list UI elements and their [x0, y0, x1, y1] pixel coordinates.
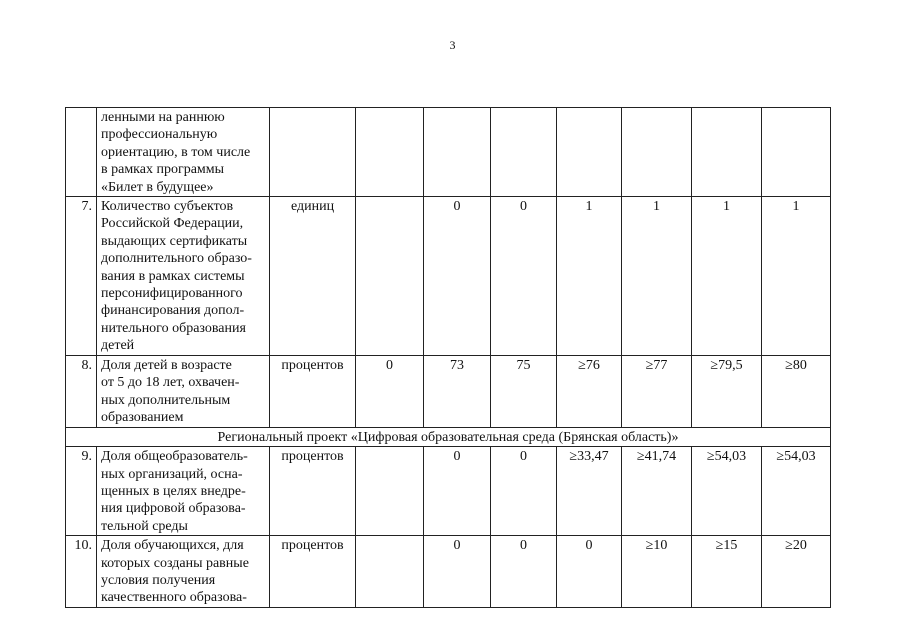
indicator-name-line: Доля общеобразователь-	[101, 449, 248, 465]
indicator-name-line: нительного образования	[101, 320, 246, 336]
value-cell: ≥20	[762, 536, 831, 608]
value-cell: ≥76	[557, 355, 622, 427]
value-cell: ≥15	[692, 536, 762, 608]
indicator-name-line: которых созданы равные	[101, 555, 249, 571]
row-number-cell: 7.	[66, 197, 97, 356]
indicator-name-cell	[97, 536, 270, 608]
indicator-name-line: персонифицированного	[101, 286, 243, 302]
value-cell: 0	[424, 197, 491, 356]
indicator-name-cell	[97, 447, 270, 536]
indicator-name-line: щенных в целях внедре-	[101, 483, 246, 499]
value-cell: 73	[424, 355, 491, 427]
value-cell	[491, 108, 557, 197]
unit-cell: единиц	[270, 197, 356, 356]
indicator-name-line: качественного образова-	[101, 590, 247, 606]
indicator-name-cell	[97, 355, 270, 427]
indicator-name-line: условия получения	[101, 572, 216, 588]
value-cell: ≥77	[622, 355, 692, 427]
value-cell: ≥54,03	[692, 447, 762, 536]
value-cell: 1	[692, 197, 762, 356]
row-number-cell: 10.	[66, 536, 97, 608]
indicator-name-line: Доля обучающихся, для	[101, 538, 244, 554]
value-cell: ≥41,74	[622, 447, 692, 536]
value-cell: ≥54,03	[762, 447, 831, 536]
value-cell: ≥33,47	[557, 447, 622, 536]
value-cell: 0	[356, 355, 424, 427]
page-number: 3	[449, 38, 456, 52]
value-cell: 75	[491, 355, 557, 427]
value-cell	[356, 536, 424, 608]
indicator-name-cell	[97, 197, 270, 356]
indicator-name-line: дополнительного образо-	[101, 251, 252, 267]
indicator-name-line: выдающих сертификаты	[101, 233, 248, 249]
indicator-name-cell	[97, 108, 270, 197]
value-cell	[762, 108, 831, 197]
indicator-name-line: в рамках программы	[101, 162, 225, 178]
indicator-name-line: профессиональную	[101, 127, 218, 143]
indicator-name-line: ных организаций, осна-	[101, 466, 243, 482]
indicator-name-line: ориентацию, в том числе	[101, 144, 251, 160]
value-cell: 0	[491, 536, 557, 608]
indicator-name-line: финансирования допол-	[101, 303, 245, 319]
indicator-name-line: от 5 до 18 лет, охвачен-	[101, 375, 240, 391]
indicator-name-line: «Билет в будущее»	[101, 179, 214, 195]
value-cell	[356, 108, 424, 197]
table-row	[66, 355, 831, 427]
value-cell: 0	[424, 447, 491, 536]
table-row	[66, 197, 831, 356]
indicator-name-line: ленными на раннюю	[101, 110, 225, 125]
row-number-cell: 9.	[66, 447, 97, 536]
value-cell	[622, 108, 692, 197]
value-cell: 0	[491, 447, 557, 536]
value-cell	[356, 197, 424, 356]
table-row	[66, 447, 831, 536]
table-row	[66, 108, 831, 197]
table-row	[66, 536, 831, 608]
unit-cell: процентов	[270, 355, 356, 427]
value-cell: 0	[424, 536, 491, 608]
value-cell	[356, 447, 424, 536]
value-cell	[557, 108, 622, 197]
value-cell: 1	[622, 197, 692, 356]
unit-cell: процентов	[270, 536, 356, 608]
row-number-cell: 8.	[66, 355, 97, 427]
indicator-name-line: образованием	[101, 409, 184, 425]
row-number-cell	[66, 108, 97, 197]
indicators-table	[65, 107, 831, 608]
section-header-row	[66, 427, 831, 446]
indicator-name-line: тельной среды	[101, 518, 188, 534]
value-cell: ≥80	[762, 355, 831, 427]
indicator-name-line: ных дополнительным	[101, 392, 231, 408]
unit-cell: процентов	[270, 447, 356, 536]
unit-cell	[270, 108, 356, 197]
value-cell: 0	[557, 536, 622, 608]
value-cell: 1	[557, 197, 622, 356]
value-cell: 1	[762, 197, 831, 356]
indicator-name-line: Доля детей в возрасте	[101, 357, 232, 373]
value-cell: ≥10	[622, 536, 692, 608]
value-cell	[692, 108, 762, 197]
section-title: Региональный проект «Цифровая образовательная среда (Брянская область)»	[66, 427, 831, 446]
value-cell: 0	[491, 197, 557, 356]
value-cell: ≥79,5	[692, 355, 762, 427]
indicator-name-line: ния цифровой образова-	[101, 501, 246, 517]
indicator-name-line: детей	[101, 338, 135, 354]
indicator-name-line: вания в рамках системы	[101, 268, 245, 284]
value-cell	[424, 108, 491, 197]
indicator-name-line: Российской Федерации,	[101, 216, 244, 232]
indicator-name-line: Количество субъектов	[101, 199, 234, 215]
